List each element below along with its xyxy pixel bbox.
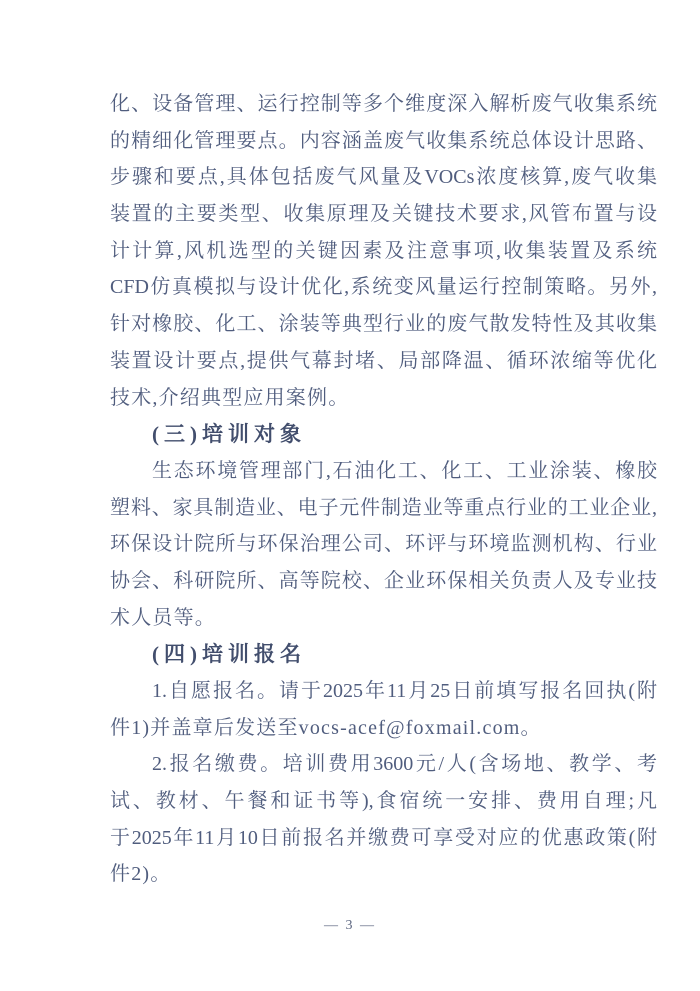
text-line: 件1)并盖章后发送至vocs-acef@foxmail.com。: [110, 716, 542, 739]
text-line: 于2025年11月10日前报名并缴费可享受对应的优惠政策(附: [110, 826, 657, 849]
text-line: 1.自愿报名。请于2025年11月25日前填写报名回执(附: [152, 680, 657, 702]
text-line: 的精细化管理要点。内容涵盖废气收集系统总体设计思路、: [110, 129, 657, 152]
text-line: 件2)。: [110, 863, 172, 886]
text-line: 2.报名缴费。培训费用3600元/人(含场地、教学、考: [152, 753, 657, 776]
text-line: 计计算,风机选型的关键因素及注意事项,收集装置及系统: [110, 239, 657, 262]
page-number: — 3 —: [324, 918, 376, 933]
text-line: 步骤和要点,具体包括废气风量及VOCs浓度核算,废气收集: [110, 166, 657, 189]
text-line: 装置设计要点,提供气幕封堵、局部降温、循环浓缩等优化: [110, 349, 657, 372]
text-line: 针对橡胶、化工、涂装等典型行业的废气散发特性及其收集: [110, 313, 657, 336]
text-line: 环保设计院所与环保治理公司、环评与环境监测机构、行业: [110, 533, 657, 556]
text-line: 塑料、家具制造业、电子元件制造业等重点行业的工业企业,: [110, 496, 657, 519]
text-line: CFD仿真模拟与设计优化,系统变风量运行控制策略。另外,: [110, 276, 657, 299]
text-line: 装置的主要类型、收集原理及关键技术要求,风管布置与设: [110, 203, 657, 226]
text-line: 技术,介绍典型应用案例。: [110, 386, 350, 409]
text-line: 试、教材、午餐和证书等),食宿统一安排、费用自理;凡: [110, 790, 657, 813]
text-line: 化、设备管理、运行控制等多个维度深入解析废气收集系统: [110, 93, 657, 115]
text-line: 术人员等。: [110, 606, 216, 629]
text-line: 生态环境管理部门,石油化工、化工、工业涂装、橡胶: [152, 459, 657, 482]
section-heading: (三)培训对象: [152, 422, 306, 447]
document-body: [110, 86, 657, 893]
section-heading: (四)培训报名: [152, 642, 306, 667]
text-line: 协会、科研院所、高等院校、企业环保相关负责人及专业技: [110, 569, 657, 592]
